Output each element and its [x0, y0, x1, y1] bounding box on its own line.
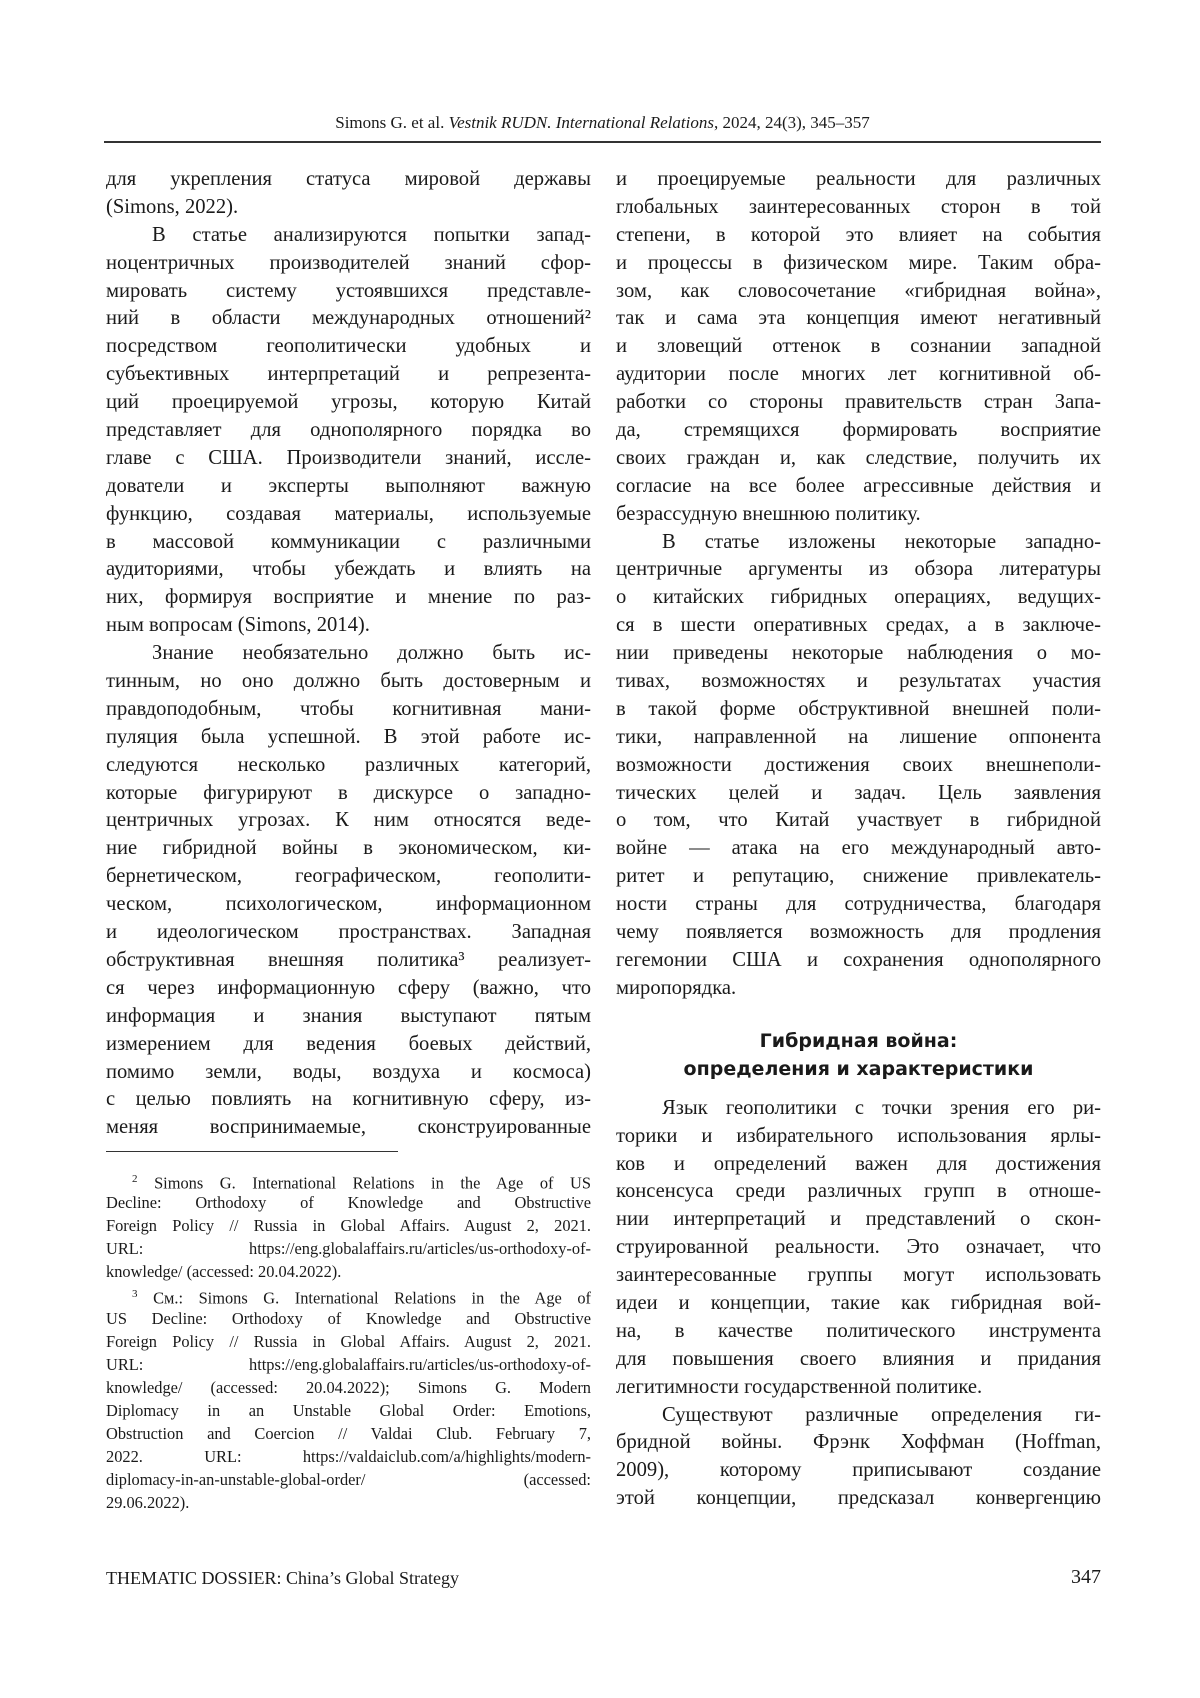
header-issue: , 2024, 24(3), 345–357: [714, 113, 870, 132]
text-line: представляет для однополярного порядка во: [106, 417, 591, 445]
text-line: ным вопросам (Simons, 2014).: [106, 612, 591, 640]
footnote-line: Foreign Policy // Russia in Global Affairs. August 2, 2021.: [106, 1330, 591, 1353]
paragraph: [616, 166, 1101, 529]
text-line: нии приведены некоторые наблюдения о мо-: [616, 640, 1101, 668]
text-line: В статье анализируются попытки запад-: [106, 222, 591, 250]
text-line: ритет и репутацию, снижение привлекатель-: [616, 863, 1101, 891]
footnotes: [106, 1168, 591, 1514]
text-line: мировать систему устоявшихся представле-: [106, 278, 591, 306]
text-line: ний в области международных отношений²: [106, 305, 591, 333]
text-line: (Simons, 2022).: [106, 194, 591, 222]
text-line: этой концепции, предсказал конвергенцию: [616, 1485, 1101, 1513]
text-line: чему появляется возможность для продления: [616, 919, 1101, 947]
paragraph: [106, 640, 591, 1142]
footer-section-title: China’s Global Strategy: [282, 1568, 459, 1588]
footnote-line: Diplomacy in an Unstable Global Order: Emotions,: [106, 1399, 591, 1422]
text-line: центричные аргументы из обзора литературы: [616, 556, 1101, 584]
text-line: согласие на все более агрессивные действия и: [616, 473, 1101, 501]
text-line: да, стремящихся формировать восприятие: [616, 417, 1101, 445]
text-line: аудиториями, чтобы убеждать и влиять на: [106, 556, 591, 584]
text-line: тических целей и задач. Цель заявления: [616, 780, 1101, 808]
text-line: бридной войны. Фрэнк Хоффман (Hoffman,: [616, 1429, 1101, 1457]
text-line: которые фигурируют в дискурсе о западно-: [106, 780, 591, 808]
text-line: струированной реальности. Это означает, что: [616, 1234, 1101, 1262]
text-line: миропорядка.: [616, 975, 1101, 1003]
page-number: 347: [1071, 1566, 1101, 1589]
text-line: тики, направленной на лишение оппонента: [616, 724, 1101, 752]
text-line: с целью повлиять на когнитивную сферу, из-: [106, 1086, 591, 1114]
text-line: ций проецируемой угрозы, которую Китай: [106, 389, 591, 417]
header-authors: Simons G. et al.: [335, 113, 444, 132]
footnote-rule: [106, 1151, 398, 1152]
text-line: ние гибридной войны в экономическом, ки-: [106, 835, 591, 863]
text-line: функцию, создавая материалы, используемые: [106, 501, 591, 529]
text-line: ноцентричных производителей знаний сфор-: [106, 250, 591, 278]
text-line: следуются несколько различных категорий,: [106, 752, 591, 780]
footnote-number: 2: [132, 1173, 138, 1185]
text-line: измерением для ведения боевых действий,: [106, 1031, 591, 1059]
footnote-line: URL: https://eng.globalaffairs.ru/articles/us-orthodoxy-of-: [106, 1237, 591, 1260]
text-line: консенсуса среди различных групп в отноше-: [616, 1178, 1101, 1206]
paragraph: [106, 166, 591, 222]
text-line: нии интерпретаций и представлений о скон-: [616, 1206, 1101, 1234]
footnote-line: US Decline: Orthodoxy of Knowledge and Obstructive: [106, 1307, 591, 1330]
paragraph: [616, 1095, 1101, 1402]
text-line: пуляция была успешной. В этой работе ис-: [106, 724, 591, 752]
footnote-line: [106, 1283, 591, 1306]
paragraph: [616, 1402, 1101, 1514]
text-line: ся в шести оперативных средах, а в заключе-: [616, 612, 1101, 640]
text-line: легитимности государственной политике.: [616, 1374, 1101, 1402]
text-line: идеи и концепции, такие как гибридная вой-: [616, 1290, 1101, 1318]
text-line: обструктивная внешняя политика³ реализует-: [106, 947, 591, 975]
text-line: ческом, психологическом, информационном: [106, 891, 591, 919]
text-line: правдоподобным, чтобы когнитивная мани-: [106, 696, 591, 724]
text-line: так и сама эта концепция имеют негативный: [616, 305, 1101, 333]
text-line: торики и избирательного использования ярлы-: [616, 1123, 1101, 1151]
footnote-line: 29.06.2022).: [106, 1491, 591, 1514]
text-line: в массовой коммуникации с различными: [106, 529, 591, 557]
footnote-line: Decline: Orthodoxy of Knowledge and Obstructive: [106, 1191, 591, 1214]
footnote-line: diplomacy-in-an-unstable-global-order/ (accessed:: [106, 1468, 591, 1491]
text-line: о китайских гибридных операциях, ведущих-: [616, 584, 1101, 612]
footer-section-label: THEMATIC DOSSIER:: [106, 1568, 282, 1588]
text-line: гегемонии США и сохранения однополярного: [616, 947, 1101, 975]
footnote-2: [106, 1168, 591, 1283]
footnote-line: 2022. URL: https://valdaiclub.com/a/highlights/modern-: [106, 1445, 591, 1468]
text-line: и зловещий оттенок в сознании западной: [616, 333, 1101, 361]
text-line: посредством геополитически удобных и: [106, 333, 591, 361]
text-line: них, формируя восприятие и мнение по раз-: [106, 584, 591, 612]
text-line: на, в качестве политического инструмента: [616, 1318, 1101, 1346]
footer-section: [106, 1568, 459, 1589]
text-line: 2009), которому приписывают создание: [616, 1457, 1101, 1485]
text-line: для повышения своего влияния и придания: [616, 1346, 1101, 1374]
text-line: заинтересованные группы могут использовать: [616, 1262, 1101, 1290]
text-line: центричных угрозах. К ним относятся веде-: [106, 807, 591, 835]
text-line: аудитории после многих лет когнитивной об-: [616, 361, 1101, 389]
text-line: о том, что Китай участвует в гибридной: [616, 807, 1101, 835]
text-line: ков и определений важен для достижения: [616, 1151, 1101, 1179]
section-heading-line: определения и характеристики: [616, 1055, 1101, 1083]
text-line: меняя воспринимаемые, сконструированные: [106, 1114, 591, 1142]
text-line: помимо земли, воды, воздуха и космоса): [106, 1059, 591, 1087]
footnote-line: [106, 1168, 591, 1191]
section-heading: [616, 1027, 1101, 1083]
text-line: возможности достижения своих внешнеполи-: [616, 752, 1101, 780]
header-journal: Vestnik RUDN. International Relations: [449, 113, 714, 132]
paragraph: [616, 529, 1101, 1003]
text-line: в такой форме обструктивной внешней поли-: [616, 696, 1101, 724]
text-line: и идеологическом пространствах. Западная: [106, 919, 591, 947]
text-line: Язык геополитики с точки зрения его ри-: [616, 1095, 1101, 1123]
text-line: информация и знания выступают пятым: [106, 1003, 591, 1031]
header-rule: [104, 141, 1101, 143]
footnote-text: Simons G. International Relations in the Age of US: [154, 1173, 591, 1192]
text-line: субъективных интерпретаций и репрезента-: [106, 361, 591, 389]
text-line: и процессы в физическом мире. Таким обра-: [616, 250, 1101, 278]
text-line: ности страны для сотрудничества, благодаря: [616, 891, 1101, 919]
paragraph: [106, 222, 591, 640]
footnote-line: knowledge/ (accessed: 20.04.2022).: [106, 1260, 591, 1283]
text-line: работки со стороны правительств стран Запа-: [616, 389, 1101, 417]
footnote-text: См.: Simons G. International Relations in the Age of: [153, 1289, 591, 1308]
text-line: Существуют различные определения ги-: [616, 1402, 1101, 1430]
footnote-line: URL: https://eng.globalaffairs.ru/articles/us-orthodoxy-of-: [106, 1353, 591, 1376]
footnote-line: knowledge/ (accessed: 20.04.2022); Simons G. Modern: [106, 1376, 591, 1399]
footnote-number: 3: [132, 1288, 138, 1300]
section-heading-line: Гибридная война:: [616, 1027, 1101, 1055]
text-line: бернетическом, географическом, геополити-: [106, 863, 591, 891]
text-line: своих граждан и, как следствие, получить их: [616, 445, 1101, 473]
text-line: ся через информационную сферу (важно, что: [106, 975, 591, 1003]
text-line: Знание необязательно должно быть ис-: [106, 640, 591, 668]
text-line: тинным, но оно должно быть достоверным и: [106, 668, 591, 696]
text-line: степени, в которой это влияет на события: [616, 222, 1101, 250]
text-line: В статье изложены некоторые западно-: [616, 529, 1101, 557]
text-line: дователи и эксперты выполняют важную: [106, 473, 591, 501]
footnote-line: Obstruction and Coercion // Valdai Club. February 7,: [106, 1422, 591, 1445]
text-line: главе с США. Производители знаний, иссле-: [106, 445, 591, 473]
text-line: для укрепления статуса мировой державы: [106, 166, 591, 194]
running-header: [104, 113, 1101, 133]
text-line: тивах, возможностях и результатах участия: [616, 668, 1101, 696]
footnote-line: Foreign Policy // Russia in Global Affairs. August 2, 2021.: [106, 1214, 591, 1237]
text-line: глобальных заинтересованных сторон в той: [616, 194, 1101, 222]
text-line: и проецируемые реальности для различных: [616, 166, 1101, 194]
text-line: безрассудную внешнюю политику.: [616, 501, 1101, 529]
text-line: войне — атака на его международный авто-: [616, 835, 1101, 863]
right-column: [616, 166, 1101, 1513]
footnote-3: [106, 1283, 591, 1514]
left-column: [106, 166, 591, 1142]
text-line: зом, как словосочетание «гибридная война»,: [616, 278, 1101, 306]
